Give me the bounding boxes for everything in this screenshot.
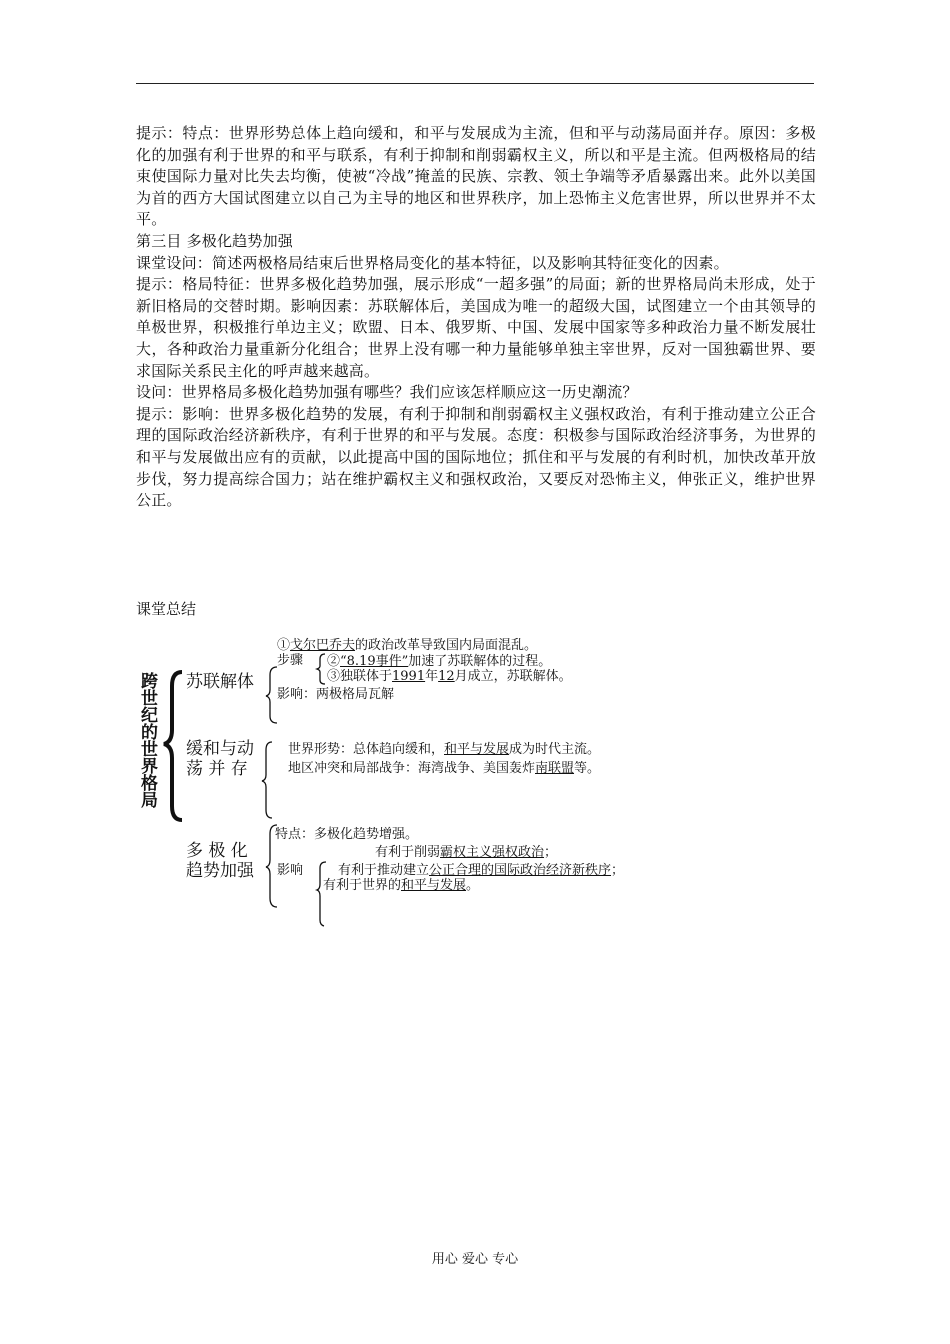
text: 有利于削弱 bbox=[375, 845, 441, 860]
b1-step-2 bbox=[327, 654, 551, 669]
text: 地区冲突和局部战争：海湾战争、美国轰炸 bbox=[288, 761, 536, 776]
text: ② bbox=[327, 654, 341, 669]
summary-title: 课堂总结 bbox=[136, 600, 197, 618]
b3-impact-3 bbox=[323, 878, 479, 893]
text: 有利于推动建立 bbox=[338, 863, 430, 878]
paragraph: 设问：世界格局多极化趋势加强有哪些？我们应该怎样顺应这一历史潮流？ bbox=[136, 383, 638, 402]
b3-title-line2: 趋势加强 bbox=[186, 861, 254, 881]
underlined-text: 1991 bbox=[392, 669, 426, 684]
brace-b3 bbox=[266, 825, 277, 907]
brace-b1 bbox=[266, 667, 277, 723]
body-text bbox=[136, 123, 816, 512]
b1-step-3 bbox=[327, 669, 572, 684]
b3-title-line1: 多 极 化 bbox=[186, 841, 248, 861]
paragraph: 课堂设问：简述两极格局结束后世界格局变化的基本特征，以及影响其特征变化的因素。 bbox=[136, 253, 729, 272]
text: 有利于世界的 bbox=[323, 878, 402, 893]
text: 的政治改革导致国内局面混乱。 bbox=[355, 638, 538, 653]
b1-step-1 bbox=[277, 638, 537, 653]
underlined-text: “8.19事件” bbox=[340, 654, 409, 669]
b2-title-line2: 荡 并 存 bbox=[186, 759, 248, 779]
b1-impact: 影响：两极格局瓦解 bbox=[277, 687, 395, 702]
text: ； bbox=[611, 863, 625, 878]
diagram-root-title: 跨世纪的世界格局 bbox=[137, 672, 157, 808]
b3-feature: 特点：多极化趋势增强。 bbox=[275, 827, 419, 842]
underlined-text: 南联盟 bbox=[535, 761, 575, 776]
underlined-text: 和平与发展 bbox=[444, 742, 510, 757]
brace-steps bbox=[317, 654, 325, 684]
b1-steps-label: 步骤 bbox=[277, 653, 304, 668]
underlined-text: 霸权主义强权政治 bbox=[440, 845, 545, 860]
paragraph: 提示：格局特征：世界多极化趋势加强，展示形成“一超多强”的局面；新的世界格局尚未形成，处于新旧格局的交替时期。影响因素：苏联解体后，美国成为唯一的超级大国，试图建立一个由其领导的单极世界，积极推行单边主义；欧盟、日本、俄罗斯、中国、发展中国家等多种政治力量不断发展壮大，各种政治力量重新分化组合；世界上没有哪一种力量能够单独主宰世界，反对一国独霸世界、要求国际关系民主化的呼声越来越高。 bbox=[136, 275, 816, 380]
text: 。 bbox=[466, 878, 480, 893]
b2-line-1 bbox=[288, 742, 600, 757]
b2-line-2 bbox=[288, 761, 600, 776]
text: ① bbox=[277, 638, 291, 653]
brace-b2 bbox=[262, 742, 272, 818]
paragraph: 提示：影响：世界多极化趋势的发展，有利于抑制和削弱霸权主义强权政治，有利于推动建立公正合理的国际政治经济新秩序，有利于世界的和平与发展。态度：积极参与国际政治经济事务，为世界的和平与发展做出应有的贡献，以此提高中国的国际地位；抓住和平与发展的有利时机，加快改革开放步伐，努力提高综合国力；站在维护霸权主义和强权政治，又要反对恐怖主义，伸张正义，维护世界公正。 bbox=[136, 404, 816, 510]
b3-impact-2 bbox=[338, 863, 624, 878]
text: 等。 bbox=[574, 761, 601, 776]
underlined-text: 公正合理的国际政治经济新秩序 bbox=[429, 863, 612, 878]
brace-impact bbox=[317, 862, 326, 926]
underlined-text: 戈尔巴乔夫 bbox=[290, 638, 356, 653]
text: 成为时代主流。 bbox=[509, 742, 601, 757]
text: 加速了苏联解体的过程。 bbox=[408, 654, 552, 669]
header-rule bbox=[136, 83, 814, 84]
b3-impact-label: 影响 bbox=[277, 863, 304, 878]
root-brace bbox=[164, 672, 182, 820]
page-footer: 用心 爱心 专心 bbox=[431, 1252, 519, 1267]
underlined-text: 和平与发展 bbox=[401, 878, 467, 893]
text: ③独联体于 bbox=[327, 669, 393, 684]
underlined-text: 12 bbox=[438, 669, 455, 684]
b2-title-line1: 缓和与动 bbox=[186, 739, 254, 759]
b3-impact-1 bbox=[375, 845, 557, 860]
text: ； bbox=[544, 845, 558, 860]
section-heading: 第三目 多极化趋势加强 bbox=[136, 231, 293, 250]
text: 年 bbox=[425, 669, 439, 684]
text: 世界形势：总体趋向缓和， bbox=[288, 742, 445, 757]
paragraph: 提示：特点：世界形势总体上趋向缓和，和平与发展成为主流，但和平与动荡局面并存。原因：多极化的加强有利于世界的和平与联系，有利于抑制和削弱霸权主义，所以和平是主流。但两极格局的结束使国际力量对比失去均衡，使被“冷战”掩盖的民族、宗教、领土争端等矛盾暴露出来。此外以美国为首的西方大国试图建立以自己为主导的地区和世界秩序，加上恐怖主义危害世界，所以世界并不太平。 bbox=[136, 124, 816, 229]
b1-title: 苏联解体 bbox=[186, 672, 254, 692]
text: 月成立，苏联解体。 bbox=[454, 669, 572, 684]
